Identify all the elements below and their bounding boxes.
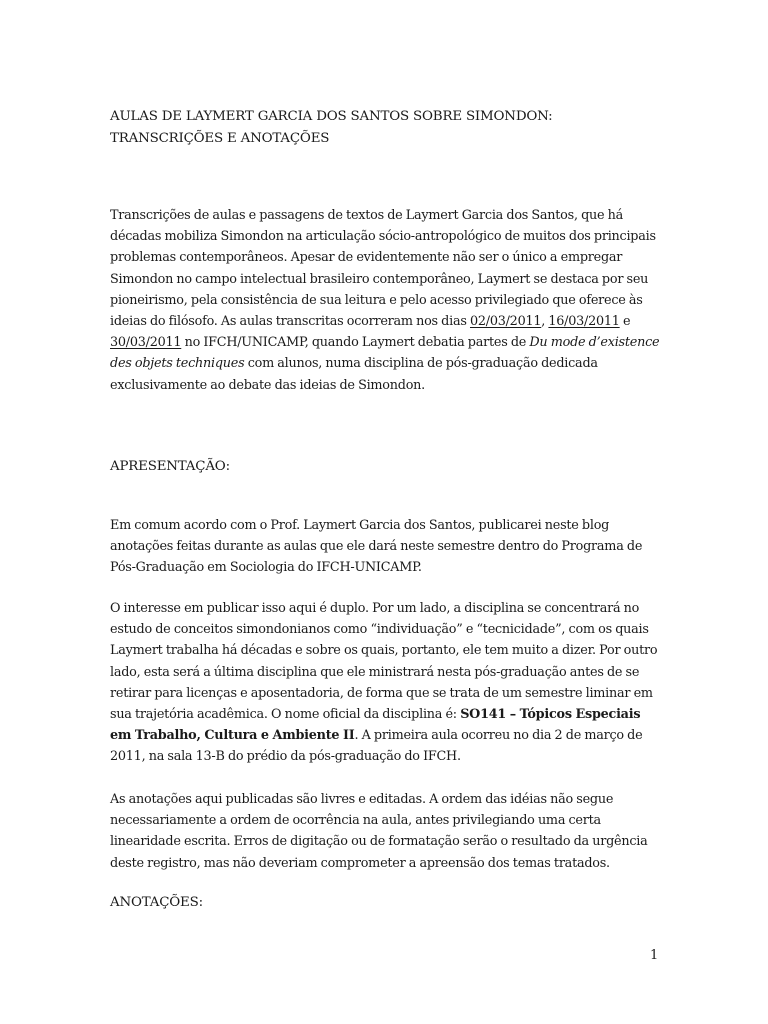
date-link-1[interactable]: 02/03/2011	[469, 314, 542, 330]
date-link-3[interactable]: 30/03/2011	[110, 335, 182, 351]
presentation-paragraph-1: Em comum acordo com o Prof. Laymert Garcia dos Santos, publicarei neste blog anotações feitas durante as aulas que ele dará neste semestre dentro do Programa de Pós-Graduação em Sociologia do IFCH-UNICAMP.	[110, 518, 643, 576]
book-title: Du mode d’existence des objets techniques	[110, 335, 660, 372]
document-title	[110, 106, 670, 150]
presentation-paragraph-2	[110, 598, 662, 768]
intro-text-3: com alunos, numa disciplina de pós-graduação dedicada exclusivamente ao debate das ideias de Simondon.	[110, 356, 598, 393]
para2-text-1: O interesse em publicar isso aqui é duplo. Por um lado, a disciplina se concentrará no estudo de conceitos simondonianos como “individuação” e “tecnicidade”, com os quais Laymert trabalha há décadas e sobre os quais, portanto, ele tem muito a dizer. Por outro lado, esta será a última disciplina que ele ministrará nesta pós-graduação antes de se retirar para licenças e aposentadoria, de forma que se trata de um semestre liminar em sua trajetória acadêmica. O nome oficial da disciplina é:	[110, 601, 658, 723]
page-number: 1	[650, 948, 659, 963]
intro-text-2: no IFCH/UNICAMP, quando Laymert debatia partes de	[181, 335, 530, 351]
intro-text-1: Transcrições de aulas e passagens de textos de Laymert Garcia dos Santos, que há décadas mobiliza Simondon na articulação sócio-antropológico de muitos dos principais problemas contemporâneos. Apesar de evidentemente não ser o único a empregar Simondon no campo intelectual brasileiro contemporâneo, Laymert se destaca por seu pioneirismo, pela consistência de sua leitura e pelo acesso privilegiado que oferece às ideias do filósofo. As aulas transcritas ocorreram nos dias	[110, 208, 656, 330]
notes-heading: ANOTAÇÕES:	[110, 895, 203, 910]
date-link-2[interactable]: 16/03/2011	[548, 314, 620, 330]
intro-sep-1: ,	[541, 314, 549, 330]
title-line-1: AULAS DE LAYMERT GARCIA DOS SANTOS SOBRE SIMONDON:	[110, 109, 553, 124]
course-name: SO141 – Tópicos Especiais em Trabalho, Cultura e Ambiente II	[110, 707, 641, 744]
para2-text-2: . A primeira aula ocorreu no dia 2 de março de 2011, na sala 13-B do prédio da pós-graduação do IFCH.	[110, 728, 643, 765]
presentation-paragraph-3: As anotações aqui publicadas são livres e editadas. A ordem das idéias não segue necessariamente a ordem de ocorrência na aula, antes privilegiando uma certa linearidade escrita. Erros de digitação ou de formatação serão o resultado da urgência deste registro, mas não deveriam comprometer a apreensão dos temas tratados.	[110, 792, 648, 871]
intro-paragraph	[110, 205, 662, 396]
intro-sep-2: e	[619, 314, 631, 330]
title-line-2: TRANSCRIÇÕES E ANOTAÇÕES	[110, 131, 330, 146]
presentation-heading: APRESENTAÇÃO:	[110, 459, 230, 474]
